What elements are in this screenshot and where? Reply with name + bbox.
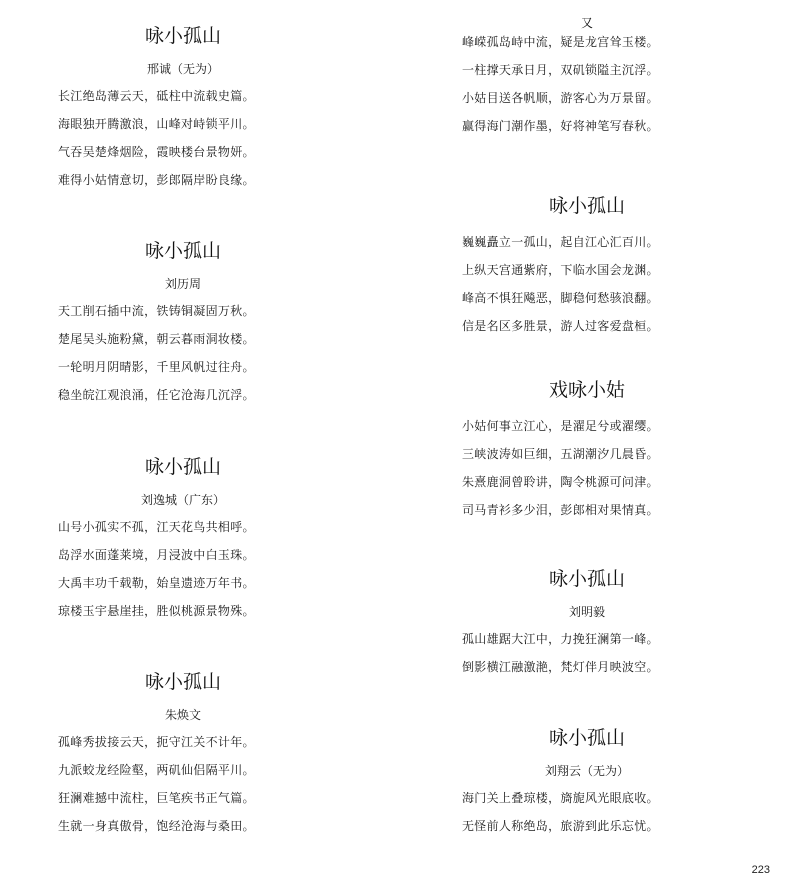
poem-title: 又 <box>580 16 593 30</box>
poem-title: 咏小孤山 <box>548 727 625 749</box>
poem-block <box>58 453 308 629</box>
poem-block <box>462 192 712 344</box>
poem-title: 咏小孤山 <box>144 456 221 478</box>
poem-line: 难得小姑情意切，彭郎隔岸盼良缘。 <box>58 173 255 187</box>
poem-line: 司马青衫多少泪，彭郎相对果情真。 <box>462 503 659 517</box>
poem-line: 岛浮水面蓬莱境，月浸波中白玉珠。 <box>58 548 255 562</box>
poem-author: 刘逸城（广东） <box>140 493 225 507</box>
poem-block <box>58 668 308 844</box>
poem-line: 琼楼玉宇悬崖挂，胜似桃源景物殊。 <box>58 604 255 618</box>
poem-line: 三峡波涛如巨细，五湖潮汐几晨昏。 <box>462 447 659 461</box>
poem-title: 戏咏小姑 <box>548 379 625 401</box>
poem-line: 小姑何事立江心，是濯足兮或濯缨。 <box>462 419 659 433</box>
poem-line: 峰高不惧狂飚恶，脚稳何愁骇浪翻。 <box>462 291 659 305</box>
poem-line: 巍巍矗立一孤山，起自江心汇百川。 <box>462 235 659 249</box>
poem-line: 气吞吴楚烽烟险，霞映楼台景物妍。 <box>58 145 255 159</box>
poem-author: 朱焕文 <box>164 708 201 722</box>
poem-line: 信是名区多胜景，游人过客爱盘桓。 <box>462 319 659 333</box>
poem-author: 刘历周 <box>164 277 201 291</box>
poem-line: 九派蛟龙经险壑，两矶仙侣隔平川。 <box>58 763 255 777</box>
poem-line: 孤山雄踞大江中，力挽狂澜第一峰。 <box>462 632 659 646</box>
poem-line: 大禹丰功千载勒，始皇遗迹万年书。 <box>58 576 255 590</box>
poem-line: 无怪前人称绝岛，旅游到此乐忘忧。 <box>462 819 659 833</box>
poem-line: 一柱撑天承日月，双矶锁隘主沉浮。 <box>462 63 659 77</box>
poem-line: 海门关上叠琼楼，旖旎风光眼底收。 <box>462 791 659 805</box>
poem-author: 刘翔云（无为） <box>544 764 629 778</box>
poem-title: 咏小孤山 <box>144 25 221 47</box>
poem-line: 狂澜难撼中流柱，巨笔疾书正气篇。 <box>58 791 255 805</box>
poem-title: 咏小孤山 <box>548 568 625 590</box>
poem-line: 倒影横江融激滟，梵灯伴月映波空。 <box>462 660 659 674</box>
poem-line: 一轮明月阴晴影，千里风帆过往舟。 <box>58 360 255 374</box>
poem-block <box>58 22 308 198</box>
poem-line: 峰嵘孤岛峙中流，疑是龙宫耸玉楼。 <box>462 35 659 49</box>
poem-line: 楚尾吴头施粉黛，朝云暮雨洞妆楼。 <box>58 332 255 346</box>
poem-title: 咏小孤山 <box>144 671 221 693</box>
poem-block <box>58 237 308 413</box>
poem-block <box>462 14 712 144</box>
poem-line: 稳坐皖江观浪涌，任它沧海几沉浮。 <box>58 388 255 402</box>
poem-line: 生就一身真傲骨，饱经沧海与桑田。 <box>58 819 255 833</box>
poem-title: 咏小孤山 <box>548 195 625 217</box>
poem-line: 小姑目送各帆顺，游客心为万景留。 <box>462 91 659 105</box>
poem-line: 赢得海门潮作墨，好将神笔写春秋。 <box>462 119 659 133</box>
poem-line: 天工削石插中流，铁铸铜凝固万秋。 <box>58 304 255 318</box>
poem-block <box>462 565 712 685</box>
poem-line: 孤峰秀拔接云天，扼守江关不计年。 <box>58 735 255 749</box>
page-number: 223 <box>751 864 770 876</box>
poem-author: 刘明毅 <box>568 605 605 619</box>
poem-line: 朱熹鹿洞曾聆讲，陶令桃源可问津。 <box>462 475 659 489</box>
poem-block <box>462 376 712 528</box>
poem-title: 咏小孤山 <box>144 240 221 262</box>
poem-line: 山号小孤实不孤，江天花鸟共相呼。 <box>58 520 255 534</box>
poem-line: 上纵天宫通紫府，下临水国会龙渊。 <box>462 263 659 277</box>
poem-line: 海眼独开腾激浪，山峰对峙锁平川。 <box>58 117 255 131</box>
poem-author: 邢诚（无为） <box>146 62 219 76</box>
poem-block <box>462 724 712 844</box>
poem-line: 长江绝岛薄云天，砥柱中流载史篇。 <box>58 89 255 103</box>
